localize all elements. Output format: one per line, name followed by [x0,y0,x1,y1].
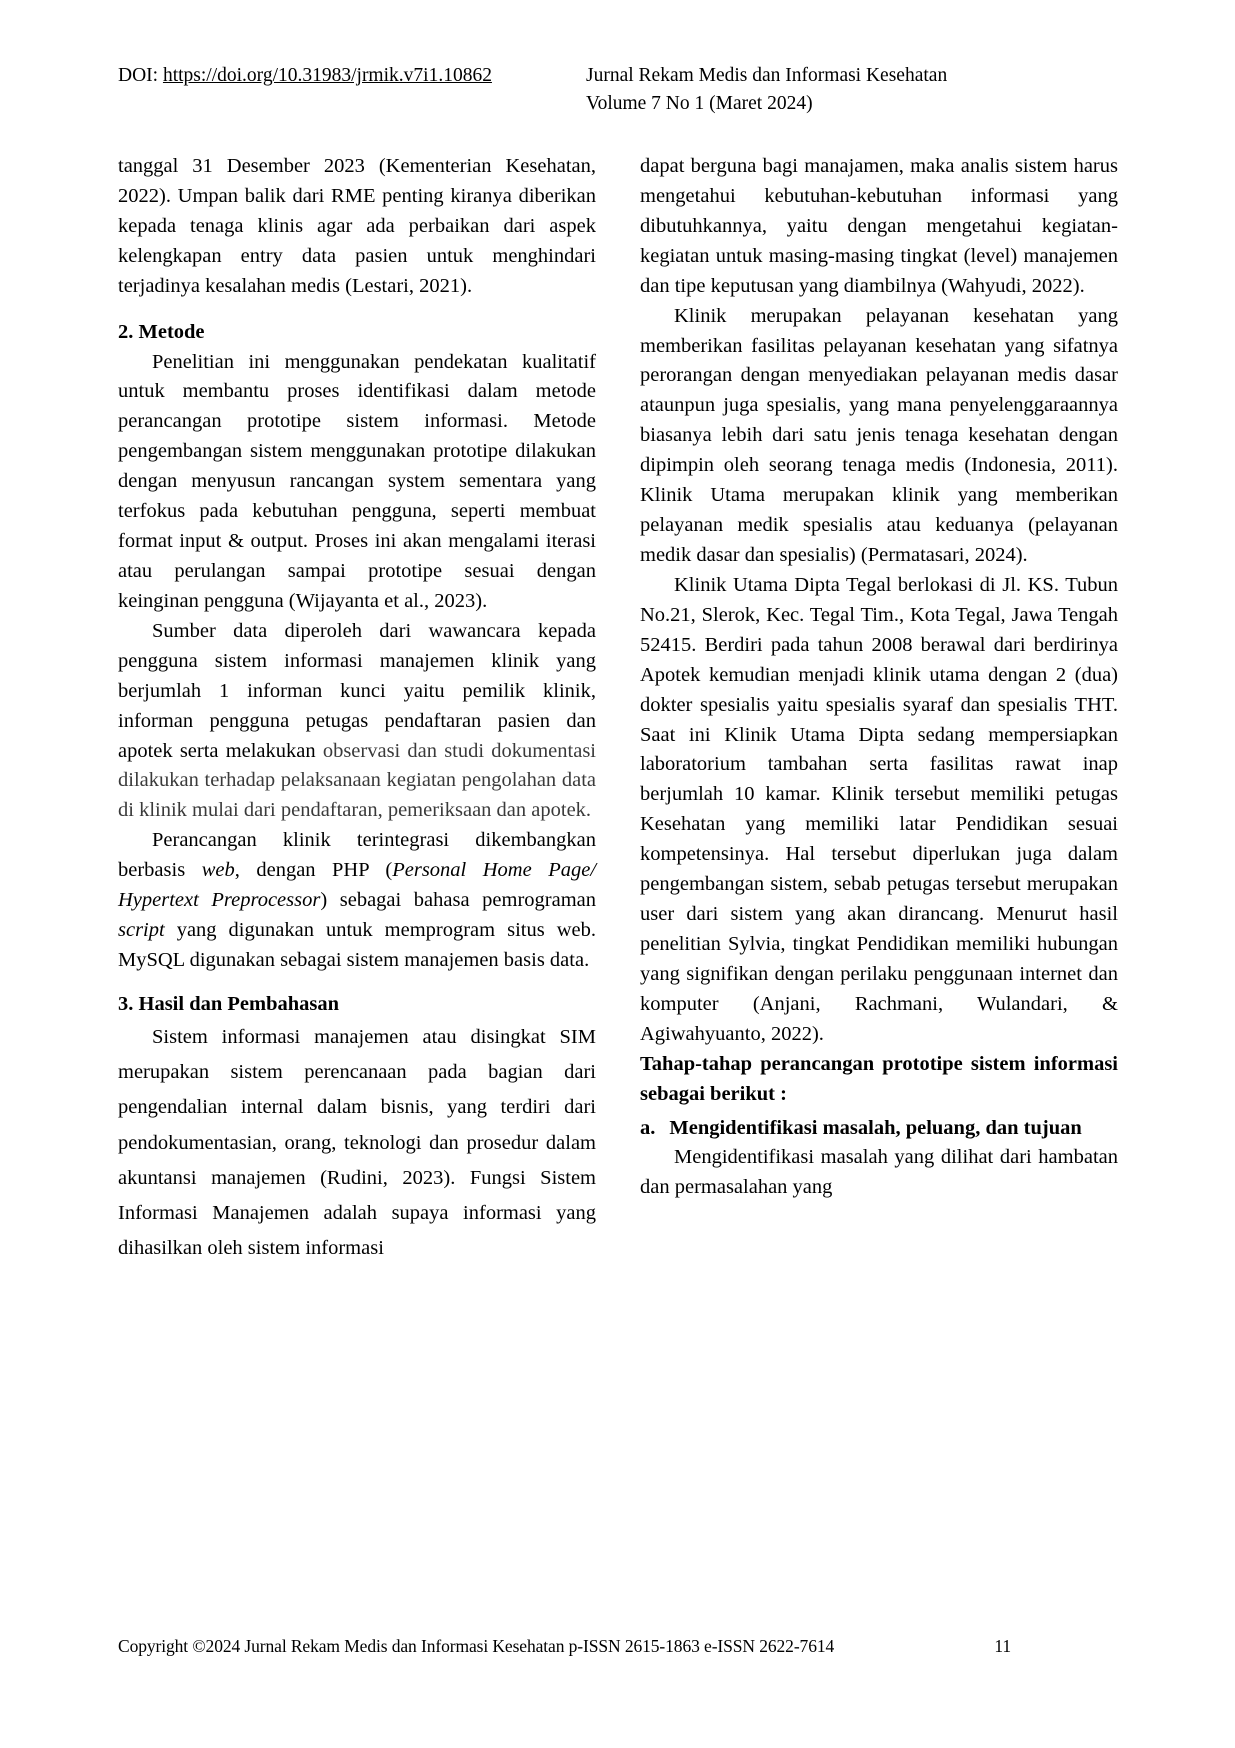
two-column-body [118,152,1118,1267]
left-paragraph-3-part-b: observasi dan studi dokumentasi dilakukan terhadap pelaksanaan kegiatan pengolahan data di klinik mulai dari pendaftaran, pemeriksaan dan apotek. [118,739,596,822]
footer-page-number: 11 [994,1636,1011,1656]
running-header [118,62,1117,117]
term-web: web [201,859,235,882]
left-paragraph-4-part-c: ) sebagai bahasa pemrograman [320,889,596,912]
left-paragraph-4-part-b: , dengan PHP ( [234,859,393,882]
left-paragraph-5: Sistem informasi manajemen atau disingkat SIM merupakan sistem perencanaan pada bagian dari pengendalian internal dalam bisnis, yang terdiri dari pendokumentasian, orang, teknologi dan prosedur dalam akuntansi manajemen (Rudini, 2023). Fungsi Sistem Informasi Manajemen adalah supaya informasi yang dihasilkan oleh sistem informasi [118,1025,596,1260]
right-paragraph-4: Mengidentifikasi masalah yang dilihat dari hambatan dan permasalahan yang [640,1145,1118,1198]
right-paragraph-2: Klinik merupakan pelayanan kesehatan yang memberikan fasilitas pelayanan kesehatan yang sifatnya perorangan dengan menyediakan pelayanan medis dasar ataunpun juga spesialis, yang mana penyelenggaraannya biasanya lebih dari satu jenis tenaga kesehatan dengan dipimpin oleh seorang tenaga medis (Indonesia, 2011). Klinik Utama merupakan klinik yang memberikan pelayanan medik spesialis atau keduanya (pelayanan medik dasar dan spesialis) (Permatasari, 2024). [640,304,1118,566]
left-paragraph-4 [118,826,596,976]
term-php-expansion: Personal Home Page/ Hypertext Preprocessor [118,859,597,912]
journal-volume: Volume 7 No 1 (Maret 2024) [586,92,813,114]
left-paragraph-2: Penelitian ini menggunakan pendekatan kualitatif untuk membantu proses identifikasi dalam metode perancangan prototipe sistem informasi. Metode pengembangan sistem menggunakan prototipe dilakukan dengan menyusun rancangan system sementara yang terfokus pada kebutuhan pengguna, seperti membuat format input & output. Proses ini akan mengalami iterasi atau perulangan sampai prototipe sesuai dengan keinginan pengguna (Wijayanta et al., 2023). [118,350,596,612]
left-paragraph-3-part-a: Sumber data diperoleh dari wawancara kepada pengguna sistem informasi manajemen klinik yang berjumlah 1 informan kunci yaitu pemilik klinik, informan pengguna petugas pendaftaran pasien dan apotek serta melakukan [118,619,596,762]
list-item-a [640,1114,1118,1143]
term-script: script [118,919,165,942]
list-text-a: Mengidentifikasi masalah, peluang, dan tujuan [669,1116,1082,1139]
doi-block [118,62,578,90]
doi-link[interactable]: https://doi.org/10.31983/jrmik.v7i1.10862 [162,65,492,86]
heading-hasil-pembahasan: 3. Hasil dan Pembahasan [118,992,339,1015]
heading-metode: 2. Metode [118,320,205,343]
right-paragraph-3: Klinik Utama Dipta Tegal berlokasi di Jl. KS. Tubun No.21, Slerok, Kec. Tegal Tim., Kota Tegal, Jawa Tengah 52415. Berdiri pada tahun 2008 berawal dari berdirinya Apotek kemudian menjadi klinik utama dengan 2 (dua) dokter spesialis yaitu spesialis syaraf dan spesialis THT. Saat ini Klinik Utama Dipta sedang mempersiapkan laboratorium tambahan serta fasilitas rawat inap berjumlah 10 kamar. Klinik tersebut memiliki petugas Kesehatan yang memiliki latar Pendidikan sesuai kompetensinya. Hal tersebut diperlukan juga dalam pengembangan sistem, sebab petugas tersebut merupakan user dari sistem yang akan dirancang. Menurut hasil penelitian Sylvia, tingkat Pendidikan memiliki hubungan yang signifikan dengan perilaku penggunaan internet dan komputer (Anjani, Rachmani, Wulandari, & Agiwahyuanto, 2022). [640,573,1118,1045]
journal-title: Jurnal Rekam Medis dan Informasi Kesehatan [586,65,948,86]
left-paragraph-3 [118,617,596,826]
left-paragraph-4-part-d: yang digunakan untuk memprogram situs web. MySQL digunakan sebagai sistem manajemen basis data. [118,919,596,971]
right-column [640,152,1118,1267]
left-column [118,152,596,1267]
right-paragraph-1: dapat berguna bagi manajamen, maka analis sistem harus mengetahui kebutuhan-kebutuhan informasi yang dibutuhkannya, yaitu dengan mengetahui kegiatan-kegiatan untuk masing-masing tingkat (level) manajemen dan tipe keputusan yang diambilnya (Wahyudi, 2022). [640,155,1118,297]
left-paragraph-4-part-a: Perancangan klinik terintegrasi dikembangkan berbasis [118,829,596,882]
journal-info-block [578,62,1117,117]
footer-copyright: Copyright ©2024 Jurnal Rekam Medis dan Informasi Kesehatan p-ISSN 2615-1863 e-ISSN 2622-7614 [118,1636,835,1656]
page-footer [118,1636,1117,1657]
doi-label: DOI: [118,65,163,86]
left-paragraph-1: tanggal 31 Desember 2023 (Kementerian Kesehatan, 2022). Umpan balik dari RME penting kiranya diberikan kepada tenaga klinis agar ada perbaikan dari aspek kelengkapan entry data pasien untuk menghindari terjadinya kesalahan medis (Lestari, 2021). [118,155,596,297]
list-marker-a: a. [640,1116,656,1139]
bold-lead-tahap-tahap: Tahap-tahap perancangan prototipe sistem informasi sebagai berikut : [640,1052,1118,1105]
